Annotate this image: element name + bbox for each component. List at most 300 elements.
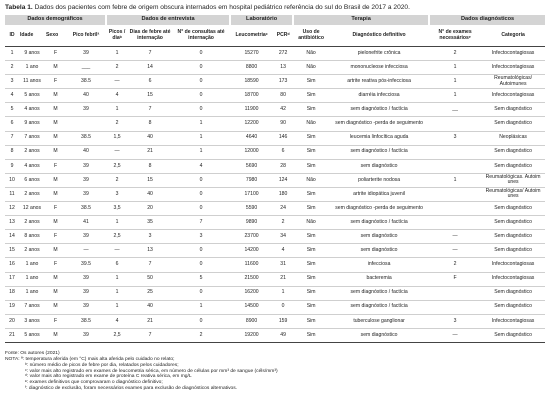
caption-label: Tabela 1. bbox=[5, 4, 33, 11]
table-cell: sem diagnóstico / factícia bbox=[329, 300, 429, 314]
table-cell: 1 bbox=[429, 89, 481, 103]
table-cell: 14 bbox=[5, 230, 19, 244]
table-cell: sem diagnóstico bbox=[329, 328, 429, 342]
table-cell: poliarterite nodosa bbox=[329, 173, 429, 187]
table-cell: Sim bbox=[293, 89, 329, 103]
table-cell: 2 anos bbox=[19, 187, 45, 201]
table-cell: 1 ano bbox=[19, 61, 45, 75]
table-cell: 9 anos bbox=[19, 117, 45, 131]
table-cell: sem diagnóstico bbox=[329, 230, 429, 244]
table-caption bbox=[5, 3, 545, 12]
table-cell: 40 bbox=[66, 145, 106, 159]
table-cell: 2 bbox=[5, 61, 19, 75]
table-cell: 28 bbox=[273, 159, 293, 173]
table-cell: 8 bbox=[128, 117, 172, 131]
table-cell: Sim bbox=[293, 131, 329, 145]
table-cell: Não bbox=[293, 61, 329, 75]
table-cell: 4 bbox=[5, 89, 19, 103]
table-cell: F bbox=[429, 272, 481, 286]
patients-table bbox=[5, 15, 545, 343]
table-cell: 0 bbox=[172, 314, 230, 328]
table-cell: Sem diagnóstico bbox=[481, 117, 545, 131]
note-line: ᶜ: valor mais alto registrado em exames de leucometria sérica, em número de células por mm³ de sangue (céls/mm³) bbox=[25, 368, 278, 374]
table-cell: 15 bbox=[5, 244, 19, 258]
table-cell: 49 bbox=[273, 328, 293, 342]
group-header-row bbox=[5, 15, 545, 25]
table-cell: Sim bbox=[293, 314, 329, 328]
table-row bbox=[5, 89, 545, 103]
table-cell: Sim bbox=[293, 286, 329, 300]
table-cell: artrite reativa pós-infecciosa bbox=[329, 75, 429, 89]
table-cell: 13 bbox=[128, 244, 172, 258]
table-cell: Reumatológicas. Autoim unes bbox=[481, 173, 545, 187]
table-cell: 39 bbox=[66, 103, 106, 117]
table-cell: 173 bbox=[273, 75, 293, 89]
table-cell: 4 bbox=[106, 314, 128, 328]
table-cell: 31 bbox=[273, 258, 293, 272]
table-cell: 40 bbox=[66, 89, 106, 103]
table-cell: 2 anos bbox=[19, 145, 45, 159]
table-cell: 39 bbox=[66, 47, 106, 61]
table-cell: 13 bbox=[5, 216, 19, 230]
note-line: Fonte: Os autores (2021) bbox=[5, 351, 60, 356]
group-header: Dados demográficos bbox=[5, 15, 106, 25]
table-cell: 40 bbox=[128, 300, 172, 314]
table-cell: sem diagnóstico / factícia bbox=[329, 286, 429, 300]
table-cell: 90 bbox=[273, 117, 293, 131]
table-cell: 16200 bbox=[230, 286, 273, 300]
table-cell: Sem diagnóstico bbox=[481, 216, 545, 230]
table-cell: ___ bbox=[66, 61, 106, 75]
table-cell: — bbox=[429, 328, 481, 342]
table-cell: 3 bbox=[172, 230, 230, 244]
table-cell: Infectocontagiosas bbox=[481, 89, 545, 103]
table-row bbox=[5, 230, 545, 244]
column-header: Dias de febre até internação bbox=[128, 25, 172, 47]
table-cell: 3 bbox=[5, 75, 19, 89]
table-cell: Sem diagnóstico bbox=[481, 286, 545, 300]
table-cell: 1 ano bbox=[19, 258, 45, 272]
table-cell: Sem diagnóstico bbox=[481, 159, 545, 173]
table-cell: 10 bbox=[5, 173, 19, 187]
table-cell: 16 bbox=[5, 258, 19, 272]
table-cell: 11600 bbox=[230, 258, 273, 272]
column-header: PCRᵈ bbox=[273, 25, 293, 47]
table-row bbox=[5, 47, 545, 61]
table-cell: — bbox=[429, 244, 481, 258]
table-cell: 7980 bbox=[230, 173, 273, 187]
table-cell: 8 bbox=[5, 145, 19, 159]
table-cell: 4 bbox=[172, 159, 230, 173]
table-cell: 39 bbox=[66, 272, 106, 286]
table-row bbox=[5, 117, 545, 131]
table-row bbox=[5, 75, 545, 89]
table-cell: Sim bbox=[293, 328, 329, 342]
table-cell: Não bbox=[293, 173, 329, 187]
table-cell: Sem diagnóstico bbox=[481, 244, 545, 258]
table-cell bbox=[429, 286, 481, 300]
table-row bbox=[5, 272, 545, 286]
column-header: Uso de antibiótico bbox=[293, 25, 329, 47]
table-cell: 1 bbox=[106, 103, 128, 117]
table-cell: 39 bbox=[66, 159, 106, 173]
table-cell: 5 bbox=[5, 103, 19, 117]
table-cell: 9 anos bbox=[19, 47, 45, 61]
note-line: NOTA: ª: temperatura aferida (em °C) mais alta aferida pelo cuidado no relato; bbox=[5, 356, 175, 362]
column-header: Leucometriaᶜ bbox=[230, 25, 273, 47]
table-cell: 9 bbox=[5, 159, 19, 173]
table-row bbox=[5, 202, 545, 216]
table-row bbox=[5, 244, 545, 258]
table-cell: M bbox=[45, 61, 66, 75]
table-cell: 1 bbox=[106, 216, 128, 230]
table-cell: 0 bbox=[172, 202, 230, 216]
caption-text: Dados dos pacientes com febre de origem obscura internados em hospital pediátrico referência do sul do Brasil de 2017 a 2020. bbox=[32, 4, 410, 11]
table-cell: 0 bbox=[172, 187, 230, 201]
table-cell: mononucleose infecciosa bbox=[329, 61, 429, 75]
table-row bbox=[5, 300, 545, 314]
table-cell: 21 bbox=[5, 328, 19, 342]
table-cell bbox=[429, 300, 481, 314]
column-header-row bbox=[5, 25, 545, 47]
table-cell: 1 bbox=[172, 131, 230, 145]
table-cell: 4 bbox=[273, 244, 293, 258]
table-cell: 2 bbox=[429, 258, 481, 272]
column-header: ID bbox=[5, 25, 19, 47]
table-cell: 0 bbox=[273, 300, 293, 314]
table-cell: 1 bbox=[172, 145, 230, 159]
table-cell: M bbox=[45, 328, 66, 342]
table-cell: 4640 bbox=[230, 131, 273, 145]
table-cell: 7 bbox=[5, 131, 19, 145]
table-cell: 2,5 bbox=[106, 328, 128, 342]
table-cell: 12 anos bbox=[19, 202, 45, 216]
table-cell bbox=[429, 159, 481, 173]
column-header: Sexo bbox=[45, 25, 66, 47]
table-row bbox=[5, 131, 545, 145]
table-cell: 1 bbox=[429, 61, 481, 75]
table-cell: Sem diagnóstico bbox=[481, 328, 545, 342]
table-cell: 0 bbox=[172, 173, 230, 187]
table-cell: 14200 bbox=[230, 244, 273, 258]
table-cell: 39 bbox=[66, 187, 106, 201]
table-cell: pielonefrite crônica bbox=[329, 47, 429, 61]
table-cell: sem diagnóstico / factícia bbox=[329, 145, 429, 159]
column-header: Pico febrilª bbox=[66, 25, 106, 47]
table-cell: Sem diagnóstico bbox=[481, 202, 545, 216]
table-cell: 272 bbox=[273, 47, 293, 61]
table-cell: F bbox=[45, 258, 66, 272]
column-header: Idade bbox=[19, 25, 45, 47]
table-cell: Sim bbox=[293, 75, 329, 89]
table-cell: 8 anos bbox=[19, 230, 45, 244]
table-cell: 1 bbox=[172, 117, 230, 131]
table-cell: 38.5 bbox=[66, 75, 106, 89]
table-cell: 39 bbox=[66, 173, 106, 187]
table-cell: 12000 bbox=[230, 145, 273, 159]
table-cell: 50 bbox=[128, 272, 172, 286]
table-cell bbox=[429, 202, 481, 216]
table-cell: Reumatológicas/ Autoimunes bbox=[481, 75, 545, 89]
table-cell: 1 bbox=[429, 75, 481, 89]
table-cell: 11 anos bbox=[19, 75, 45, 89]
table-cell: 24 bbox=[273, 202, 293, 216]
table-cell: M bbox=[45, 131, 66, 145]
table-cell: 1 ano bbox=[19, 272, 45, 286]
table-cell: — bbox=[66, 244, 106, 258]
table-cell: 5 anos bbox=[19, 328, 45, 342]
table-cell: Não bbox=[293, 216, 329, 230]
table-cell: diarréia infecciosa bbox=[329, 89, 429, 103]
table-cell: 3 bbox=[106, 187, 128, 201]
table-cell: 1 bbox=[273, 286, 293, 300]
table-cell: 0 bbox=[172, 244, 230, 258]
group-header: Terapia bbox=[293, 15, 429, 25]
table-cell: 23700 bbox=[230, 230, 273, 244]
table-cell: Sem diagnóstico bbox=[481, 103, 545, 117]
table-cell: 0 bbox=[172, 286, 230, 300]
table-cell: 40 bbox=[128, 131, 172, 145]
table-cell: F bbox=[45, 75, 66, 89]
table-cell: 9890 bbox=[230, 216, 273, 230]
column-header: N° de consultas até internação bbox=[172, 25, 230, 47]
table-cell: 17 bbox=[5, 272, 19, 286]
table-row bbox=[5, 145, 545, 159]
table-body bbox=[5, 47, 545, 343]
table-cell: 7 bbox=[128, 103, 172, 117]
table-cell: F bbox=[45, 230, 66, 244]
table-cell: 14 bbox=[128, 61, 172, 75]
table-row bbox=[5, 173, 545, 187]
table-cell: 39.5 bbox=[66, 258, 106, 272]
table-cell: sem diagnóstico -perda de seguimento bbox=[329, 117, 429, 131]
table-cell: 2 bbox=[172, 328, 230, 342]
note-line: ᶠ: diagnóstico de exclusão, foram necessários exames para exclusão de diagnósticos alternativos. bbox=[25, 386, 238, 392]
table-cell bbox=[66, 117, 106, 131]
table-cell: 1 bbox=[5, 47, 19, 61]
table-cell: Sem diagnóstico bbox=[481, 145, 545, 159]
table-cell: 7 bbox=[172, 216, 230, 230]
table-cell: 17100 bbox=[230, 187, 273, 201]
table-cell: 39 bbox=[66, 328, 106, 342]
table-cell: M bbox=[45, 187, 66, 201]
table-cell: 1 bbox=[106, 272, 128, 286]
table-cell: sem diagnóstico bbox=[329, 244, 429, 258]
table-cell bbox=[429, 145, 481, 159]
table-cell: 2 bbox=[106, 61, 128, 75]
table-cell: sem diagnóstico -perda de seguimento bbox=[329, 202, 429, 216]
table-cell: 21500 bbox=[230, 272, 273, 286]
table-cell: 21 bbox=[128, 314, 172, 328]
table-cell: Sim bbox=[293, 145, 329, 159]
table-cell: 7 anos bbox=[19, 131, 45, 145]
table-cell: 1 ano bbox=[19, 286, 45, 300]
table-cell: 7 bbox=[128, 328, 172, 342]
table-cell: 34 bbox=[273, 230, 293, 244]
table-cell: Sim bbox=[293, 187, 329, 201]
table-cell: Neoplásicas bbox=[481, 131, 545, 145]
table-cell: 40 bbox=[128, 187, 172, 201]
table-row bbox=[5, 159, 545, 173]
table-cell: 15 bbox=[128, 89, 172, 103]
table-cell: 2 anos bbox=[19, 216, 45, 230]
table-cell: Reumatológicas/ Autoim unes bbox=[481, 187, 545, 201]
table-cell: 12200 bbox=[230, 117, 273, 131]
table-cell: 7 bbox=[128, 47, 172, 61]
table-cell: tuberculose ganglionar bbox=[329, 314, 429, 328]
table-cell: 3 bbox=[128, 230, 172, 244]
table-cell: 15 bbox=[128, 173, 172, 187]
table-row bbox=[5, 314, 545, 328]
table-cell: F bbox=[45, 47, 66, 61]
table-row bbox=[5, 258, 545, 272]
table-cell: 11900 bbox=[230, 103, 273, 117]
group-header: Dados diagnósticos bbox=[429, 15, 545, 25]
table-cell bbox=[429, 216, 481, 230]
group-header: Laboratório bbox=[230, 15, 293, 25]
table-cell: 5 anos bbox=[19, 89, 45, 103]
table-cell: — bbox=[106, 145, 128, 159]
table-cell: 159 bbox=[273, 314, 293, 328]
table-cell: artrite idiopática juvenil bbox=[329, 187, 429, 201]
table-cell: 2,5 bbox=[106, 230, 128, 244]
table-cell: 1 bbox=[106, 300, 128, 314]
table-cell: 2,5 bbox=[106, 159, 128, 173]
table-cell: 38.5 bbox=[66, 314, 106, 328]
column-header: Diagnóstico definitivo bbox=[329, 25, 429, 47]
table-cell: 0 bbox=[172, 89, 230, 103]
table-cell: Sim bbox=[293, 202, 329, 216]
table-cell bbox=[429, 187, 481, 201]
table-cell: Sim bbox=[293, 103, 329, 117]
table-cell: 2 bbox=[106, 117, 128, 131]
table-cell: 2 bbox=[273, 216, 293, 230]
table-row bbox=[5, 61, 545, 75]
table-cell: bacteremia bbox=[329, 272, 429, 286]
table-cell: 8800 bbox=[230, 61, 273, 75]
table-cell: M bbox=[45, 103, 66, 117]
table-cell: Não bbox=[293, 117, 329, 131]
table-row bbox=[5, 187, 545, 201]
table-cell: leucemia linfocítica aguda bbox=[329, 131, 429, 145]
table-cell: 2 bbox=[429, 47, 481, 61]
table-cell: 1 bbox=[429, 173, 481, 187]
table-cell: Sim bbox=[293, 244, 329, 258]
table-cell: Sim bbox=[293, 258, 329, 272]
table-cell: Sim bbox=[293, 300, 329, 314]
table-cell: __ bbox=[429, 103, 481, 117]
table-cell: 5 bbox=[172, 272, 230, 286]
table-cell: M bbox=[45, 117, 66, 131]
note-line: ᵉ: exames definitivos que comprovaram o diagnóstico definitivo; bbox=[25, 380, 163, 386]
table-cell: Infectocontagiosas bbox=[481, 47, 545, 61]
table-row bbox=[5, 328, 545, 342]
table-cell: 6 bbox=[273, 145, 293, 159]
table-cell: Infectocontagiosas bbox=[481, 61, 545, 75]
table-cell: 4 anos bbox=[19, 103, 45, 117]
table-cell: 3,5 bbox=[106, 202, 128, 216]
table-cell: 19200 bbox=[230, 328, 273, 342]
table-cell: M bbox=[45, 89, 66, 103]
table-cell: 124 bbox=[273, 173, 293, 187]
table-cell: F bbox=[45, 314, 66, 328]
table-row bbox=[5, 103, 545, 117]
table-cell: 19 bbox=[5, 300, 19, 314]
table-cell: 21 bbox=[273, 272, 293, 286]
table-cell: 20 bbox=[128, 202, 172, 216]
table-cell bbox=[429, 117, 481, 131]
table-cell: M bbox=[45, 272, 66, 286]
table-cell: 3 bbox=[429, 314, 481, 328]
table-cell: 15270 bbox=[230, 47, 273, 61]
table-cell: — bbox=[106, 244, 128, 258]
table-cell: 1 bbox=[172, 300, 230, 314]
table-cell: 35 bbox=[128, 216, 172, 230]
table-notes bbox=[5, 351, 545, 392]
table-cell: 1 bbox=[106, 286, 128, 300]
table-cell: Infectocontagiosas bbox=[481, 258, 545, 272]
column-header: Picos / diaᵇ bbox=[106, 25, 128, 47]
table-cell: 0 bbox=[172, 61, 230, 75]
table-cell: M bbox=[45, 145, 66, 159]
table-cell: 7 bbox=[128, 258, 172, 272]
table-cell: 39 bbox=[66, 230, 106, 244]
table-cell: 8900 bbox=[230, 314, 273, 328]
table-cell: sem diagnóstico / factícia bbox=[329, 103, 429, 117]
table-cell: 41 bbox=[66, 216, 106, 230]
table-cell: 80 bbox=[273, 89, 293, 103]
column-header: Categoria bbox=[481, 25, 545, 47]
table-cell: infecciosa bbox=[329, 258, 429, 272]
table-cell: Sem diagnóstico bbox=[481, 230, 545, 244]
table-row bbox=[5, 216, 545, 230]
table-cell: 0 bbox=[172, 258, 230, 272]
table-cell: Infectocontagiosas bbox=[481, 272, 545, 286]
table-cell: 39 bbox=[66, 300, 106, 314]
table-cell: M bbox=[45, 244, 66, 258]
table-cell: Sim bbox=[293, 159, 329, 173]
table-cell: — bbox=[106, 75, 128, 89]
table-cell: 21 bbox=[128, 145, 172, 159]
table-cell: 8 bbox=[128, 159, 172, 173]
table-cell: 6 anos bbox=[19, 173, 45, 187]
table-cell: M bbox=[45, 300, 66, 314]
table-cell: 3 bbox=[429, 131, 481, 145]
table-cell: 5690 bbox=[230, 159, 273, 173]
table-cell: sem diagnóstico bbox=[329, 159, 429, 173]
table-cell: 2 bbox=[106, 173, 128, 187]
table-cell: 146 bbox=[273, 131, 293, 145]
table-cell: 38.5 bbox=[66, 131, 106, 145]
table-cell: 180 bbox=[273, 187, 293, 201]
table-cell: 4 anos bbox=[19, 159, 45, 173]
table-cell: — bbox=[429, 230, 481, 244]
table-cell: 3 anos bbox=[19, 314, 45, 328]
note-line: ᵈ: valor mais alto registrado em exame de proteína C reativa sérica, em mg/L bbox=[25, 374, 192, 380]
table-cell: Infectocontagiosas bbox=[481, 314, 545, 328]
column-header: N° de exames necessáriosᵉ bbox=[429, 25, 481, 47]
table-cell: 6 bbox=[5, 117, 19, 131]
table-cell: 39 bbox=[66, 286, 106, 300]
table-cell: 38.5 bbox=[66, 202, 106, 216]
table-cell: 0 bbox=[172, 47, 230, 61]
table-cell: 6 bbox=[106, 258, 128, 272]
note-line: ᵇ: número médio de picos de febre por dia, relatados pelos cuidadores; bbox=[25, 362, 179, 368]
table-cell: 42 bbox=[273, 103, 293, 117]
table-cell: Não bbox=[293, 47, 329, 61]
table-cell: 18590 bbox=[230, 75, 273, 89]
table-cell: 20 bbox=[5, 314, 19, 328]
